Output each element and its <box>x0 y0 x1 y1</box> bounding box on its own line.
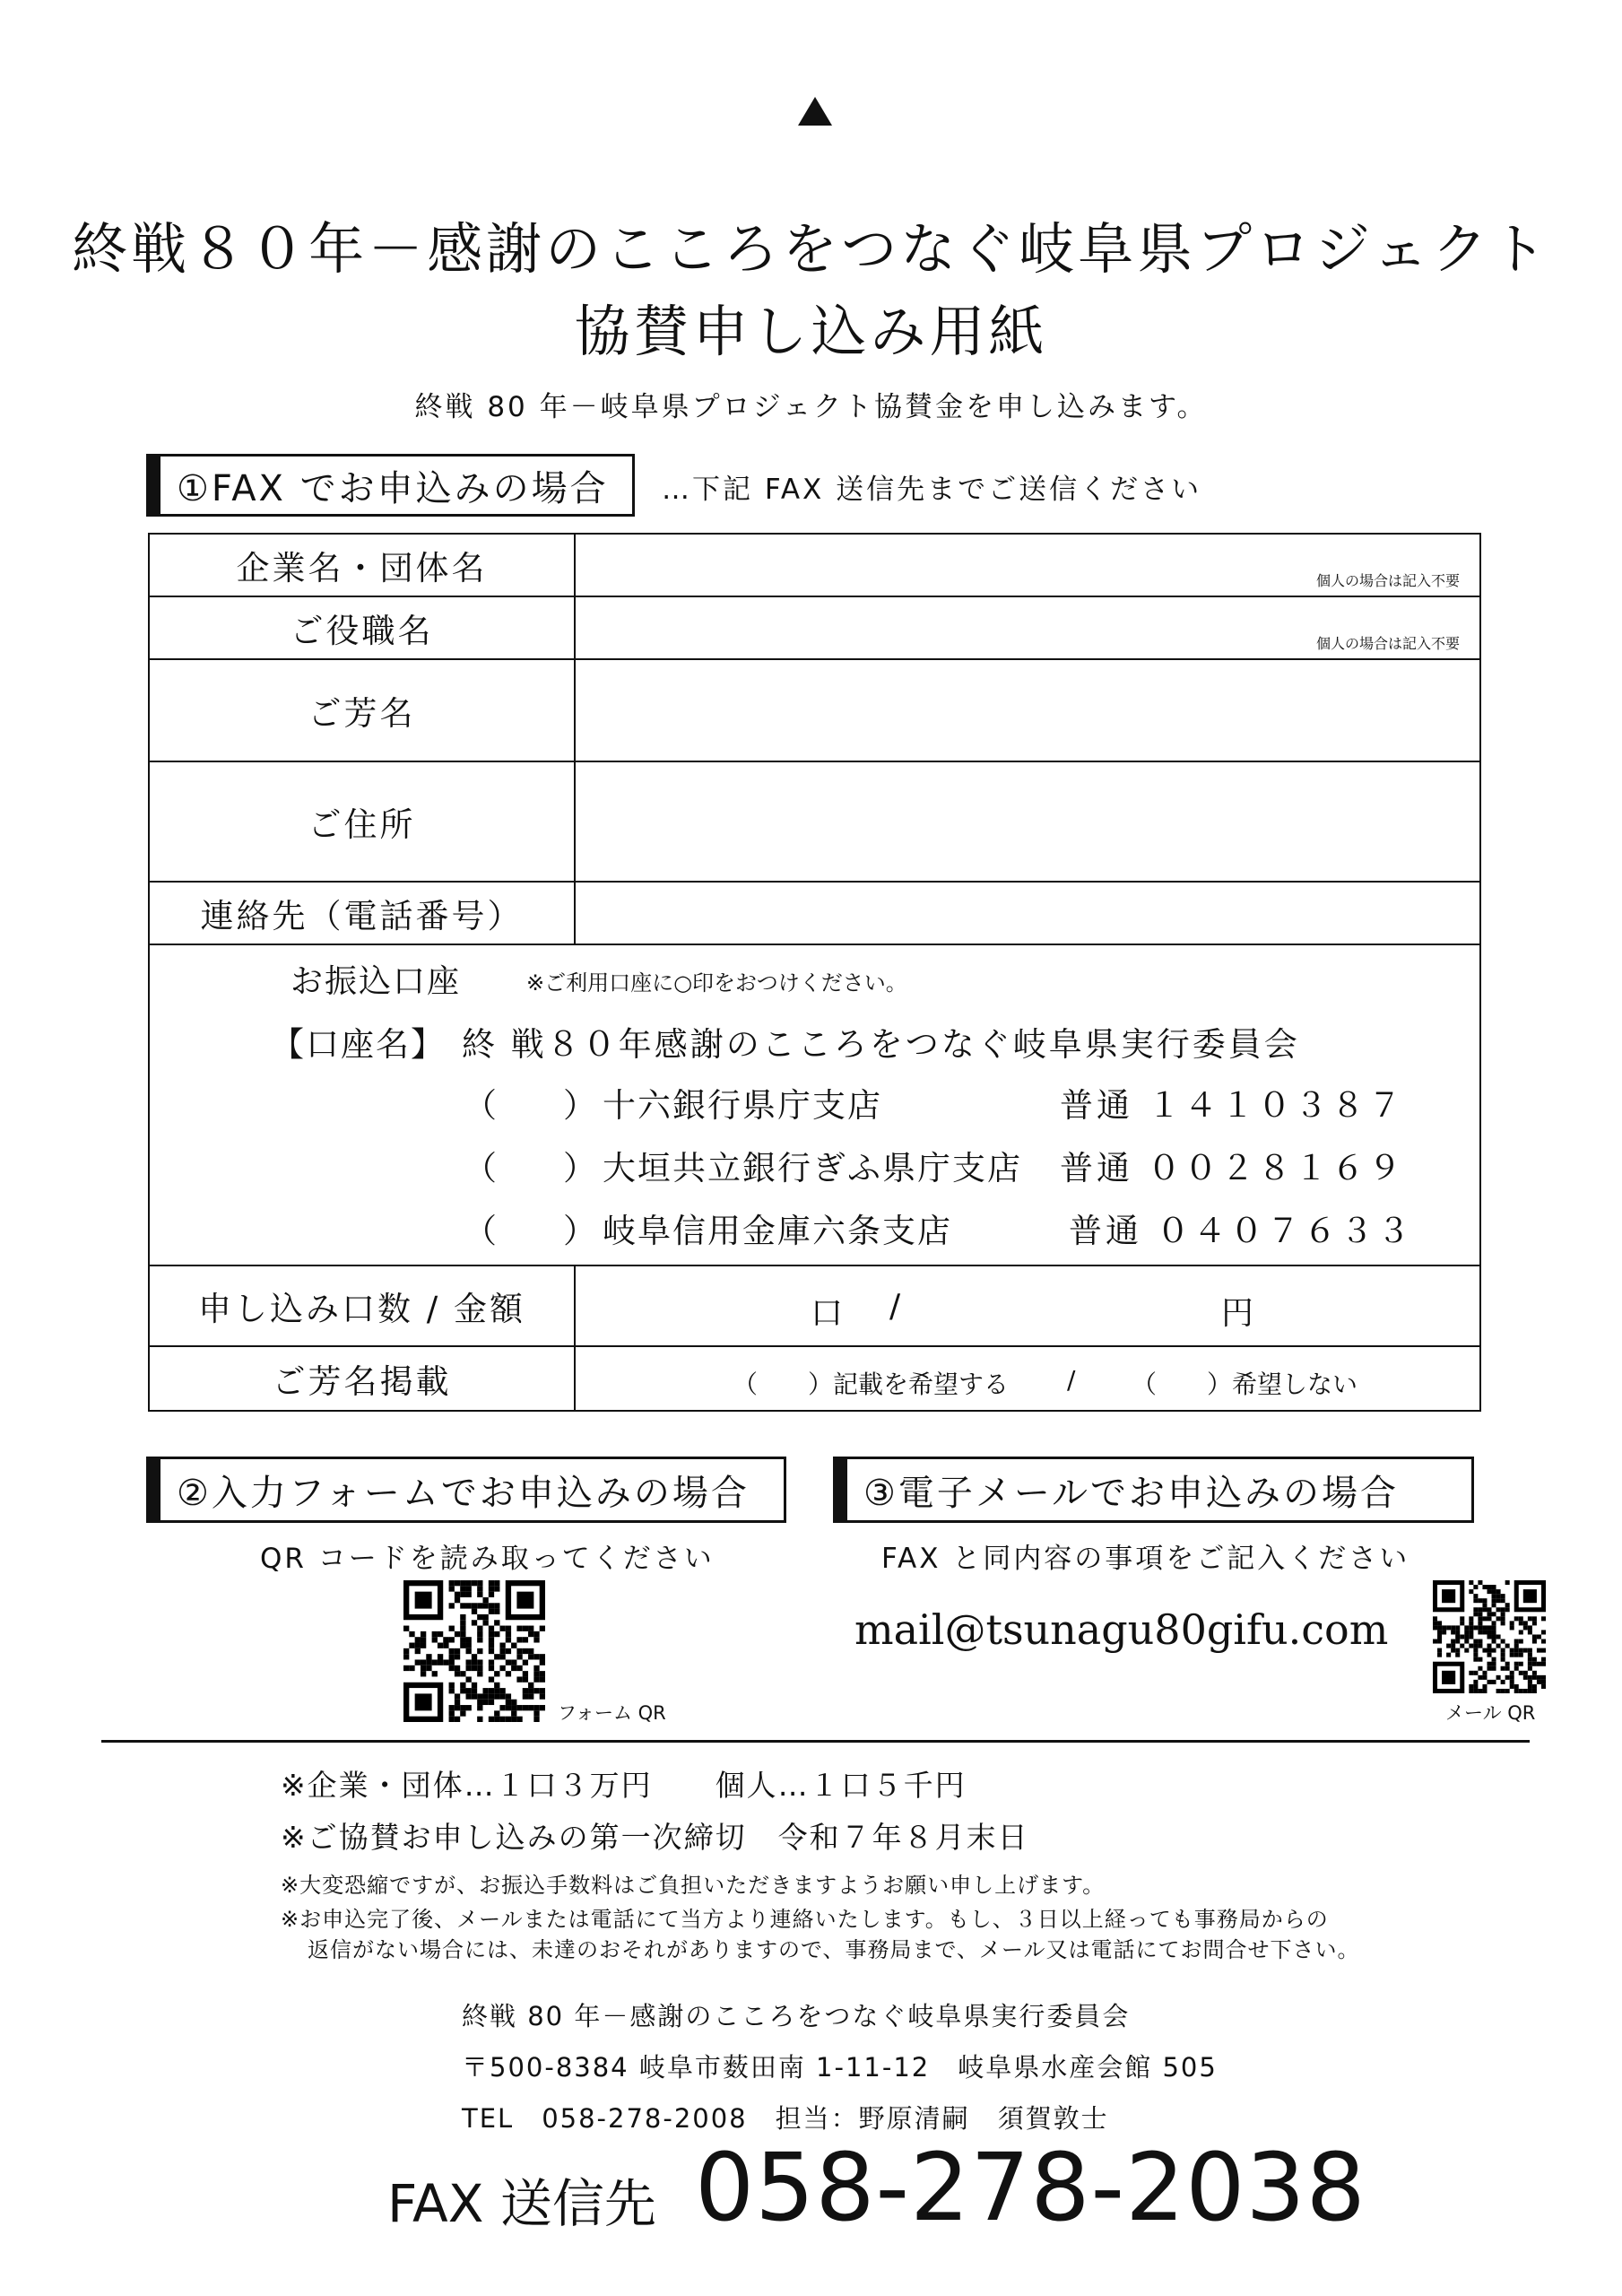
position-row <box>149 596 1480 659</box>
amount-label: 申し込み口数 / 金額 <box>149 1265 575 1346</box>
fee-note: ※大変恐縮ですが、お振込手数料はご負担いただきますようお願い申し上げます。 <box>281 1873 1106 1898</box>
company-field[interactable] <box>575 534 1480 596</box>
amount-row <box>149 1265 1480 1346</box>
bank-name-3: 岐阜信用金庫六条支店 <box>603 1212 952 1250</box>
account-row <box>149 944 1480 1265</box>
mail-qr-caption: メール QR <box>1445 1702 1536 1724</box>
section3-note: FAX と同内容の事項をご記入ください <box>881 1543 1410 1575</box>
section1-note: …下記 FAX 送信先までご送信ください <box>662 474 1202 506</box>
phone-label: 連絡先（電話番号） <box>149 882 575 944</box>
publish-option-no[interactable]: （ ）希望しない <box>1132 1370 1358 1399</box>
phone-field[interactable] <box>575 882 1480 944</box>
publish-field <box>575 1346 1480 1411</box>
phone-row <box>149 882 1480 944</box>
email-address[interactable]: mail@tsunagu80gifu.com <box>854 1605 1389 1654</box>
fax-number: 058-278-2038 <box>695 2133 1366 2242</box>
name-label: ご芳名 <box>149 659 575 761</box>
account-title: お振込口座 <box>291 963 462 1000</box>
bank-name-1: 十六銀行県庁支店 <box>603 1086 882 1125</box>
section3-header <box>833 1457 1474 1523</box>
company-row <box>149 534 1480 596</box>
amount-field[interactable] <box>575 1265 1480 1346</box>
page-title-line1: 終戦８０年－感謝のこころをつなぐ岐阜県プロジェクト <box>72 216 1550 282</box>
deadline-note: ※ご協賛お申し込みの第一次締切 令和７年８月末日 <box>281 1820 1029 1855</box>
address-label: ご住所 <box>149 761 575 882</box>
footer-organization: 終戦 80 年－感謝のこころをつなぐ岐阜県実行委員会 <box>462 2001 1131 2031</box>
fax-label: FAX 送信先 <box>387 2173 656 2234</box>
section2-header <box>146 1457 786 1523</box>
address-row <box>149 761 1480 882</box>
bank-choice-3[interactable]: （ ） <box>464 1212 596 1250</box>
company-note: 個人の場合は記入不要 <box>1315 572 1460 589</box>
up-triangle-icon <box>798 97 832 126</box>
name-row <box>149 659 1480 761</box>
publish-label: ご芳名掲載 <box>149 1346 575 1411</box>
name-field[interactable] <box>575 659 1480 761</box>
footer-tel: TEL 058-278-2008 担当：野原清嗣 須賀敦士 <box>462 2103 1109 2134</box>
mail-qr-code-icon[interactable] <box>1433 1580 1546 1693</box>
form-qr-code-icon[interactable] <box>403 1580 545 1722</box>
bank-number-2: 普通 ００２８１６９ <box>1060 1149 1405 1187</box>
bank-choice-1[interactable]: （ ） <box>464 1086 596 1125</box>
publish-row <box>149 1346 1480 1411</box>
form-qr-caption: フォーム QR <box>558 1702 666 1724</box>
section2-label: ②入力フォームでお申込みの場合 <box>177 1472 750 1514</box>
account-section <box>150 945 1479 1265</box>
publish-option-yes[interactable]: （ ）記載を希望する <box>733 1370 1010 1399</box>
bank-choice-2[interactable]: （ ） <box>464 1149 596 1187</box>
account-name-label: 【口座名】 <box>271 1025 446 1064</box>
bank-number-3: 普通 ０４０７６３３ <box>1069 1212 1414 1250</box>
divider-line <box>101 1740 1530 1743</box>
amount-unit-yen: 円 <box>1221 1295 1254 1332</box>
amount-separator: / <box>889 1288 901 1325</box>
address-field[interactable] <box>575 761 1480 882</box>
publish-separator: / <box>1067 1365 1076 1395</box>
section1-header <box>146 454 635 517</box>
position-label: ご役職名 <box>149 596 575 659</box>
price-note: ※企業・団体…１口３万円 個人…１口５千円 <box>281 1768 967 1803</box>
account-name: 終 戦８０年感謝のこころをつなぐ岐阜県実行委員会 <box>462 1025 1300 1064</box>
page-subtitle: 終戦 80 年－岐阜県プロジェクト協賛金を申し込みます。 <box>414 391 1208 423</box>
bank-name-2: 大垣共立銀行ぎふ県庁支店 <box>603 1149 1022 1187</box>
footer-address: 〒500-8384 岐阜市薮田南 1-11-12 岐阜県水産会館 505 <box>462 2052 1218 2083</box>
position-note: 個人の場合は記入不要 <box>1315 635 1460 652</box>
contact-note-1: ※お申込完了後、メールまたは電話にて当方より連絡いたします。もし、３日以上経っても事務局からの <box>281 1907 1329 1932</box>
application-form-table <box>148 533 1481 1412</box>
amount-unit-count: 口 <box>811 1295 844 1332</box>
contact-note-2: 返信がない場合には、未達のおそれがありますので、事務局まで、メール又は電話にてお問合せ下さい。 <box>308 1937 1360 1962</box>
position-field[interactable] <box>575 596 1480 659</box>
account-note: ※ご利用口座に○印をおつけください。 <box>526 970 907 996</box>
section1-label: ①FAX でお申込みの場合 <box>177 467 609 509</box>
section2-note: QR コードを読み取ってください <box>260 1543 715 1575</box>
bank-number-1: 普通 １４１０３８７ <box>1060 1086 1405 1125</box>
company-label: 企業名・団体名 <box>149 534 575 596</box>
section3-label: ③電子メールでお申込みの場合 <box>863 1472 1400 1514</box>
page-title-line2: 協賛申し込み用紙 <box>574 299 1048 364</box>
